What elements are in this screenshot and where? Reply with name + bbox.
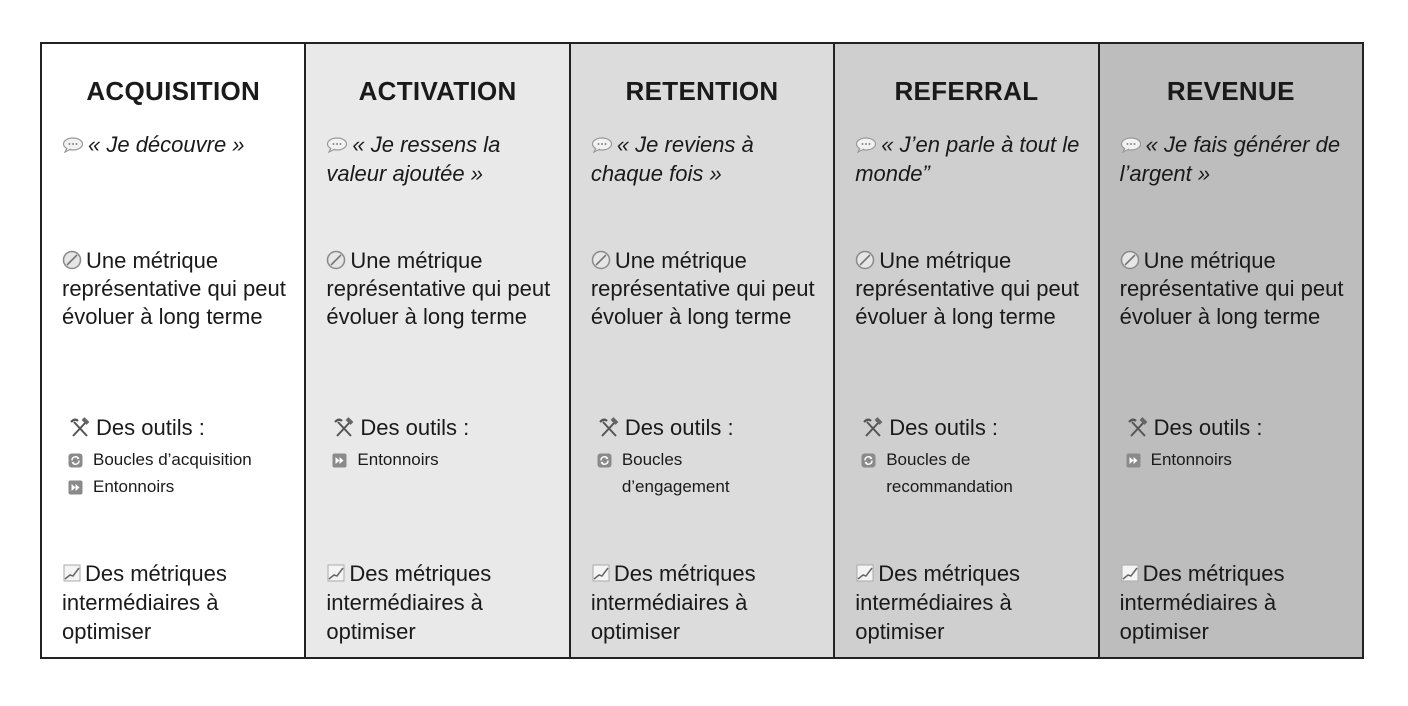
tools-label: Des outils : (1153, 415, 1263, 440)
stage-quote (591, 130, 821, 188)
stage-quote-text: « Je ressens la valeur ajoutée » (326, 132, 501, 186)
hammer-pick-icon (68, 416, 92, 440)
stage-metric (591, 247, 823, 331)
stage-intermediate-text: Des métriques intermédiaires à optimiser (326, 561, 492, 644)
fast-forward-icon (1126, 453, 1141, 468)
tool-item-label: Boucles d’acquisition (93, 450, 252, 469)
tool-list (597, 446, 823, 500)
chart-icon (591, 563, 611, 583)
stage-tools (68, 414, 294, 500)
tool-item (68, 473, 294, 500)
stage-metric (326, 247, 558, 331)
compass-icon (591, 250, 611, 270)
tool-item-label: Entonnoirs (93, 477, 175, 496)
stage-intermediate-text: Des métriques intermédiaires à optimiser (62, 561, 227, 644)
speech-bubble-icon (62, 137, 84, 153)
stage-intermediate-text: Des métriques intermédiaires à optimiser (1119, 561, 1285, 644)
chart-icon (855, 563, 875, 583)
stage-intermediate-text: Des métriques intermédiaires à optimiser (590, 561, 756, 644)
compass-icon (326, 250, 346, 270)
stage-column-referral (835, 44, 1099, 657)
stage-metric-text: Une métrique représentative qui peut évoluer à long terme (1119, 248, 1344, 329)
tool-item (332, 446, 558, 473)
tool-item (861, 446, 1087, 500)
stage-quote-text: « Je fais générer de l’argent » (1119, 132, 1341, 186)
tool-list (1126, 446, 1352, 473)
tool-item-label: Boucles de recommandation (886, 450, 1013, 496)
stage-tools (861, 414, 1087, 500)
stage-column-revenue (1100, 44, 1362, 657)
speech-bubble-icon (591, 137, 613, 153)
speech-bubble-icon (326, 137, 348, 153)
stage-intermediate-text: Des métriques intermédiaires à optimiser (855, 561, 1021, 644)
stage-intermediate (326, 559, 558, 646)
compass-icon (1120, 250, 1140, 270)
stage-metric-text: Une métrique représentative qui peut évoluer à long terme (62, 248, 286, 329)
compass-icon (855, 250, 875, 270)
tool-item (1126, 446, 1352, 473)
chart-icon (1120, 563, 1140, 583)
stage-intermediate (591, 559, 823, 646)
fast-forward-icon (68, 480, 83, 495)
speech-bubble-icon (1120, 137, 1142, 153)
stage-quote-text: « Je reviens à chaque fois » (590, 132, 754, 186)
stage-quote (326, 130, 556, 188)
stage-title: RETENTION (625, 76, 779, 106)
fast-forward-icon (332, 453, 347, 468)
stage-quote-text: « J’en parle à tout le monde” (855, 132, 1080, 186)
tools-label: Des outils : (624, 415, 734, 440)
stage-tools (1126, 414, 1352, 473)
tool-item (597, 446, 823, 500)
stage-metric-text: Une métrique représentative qui peut évoluer à long terme (590, 248, 815, 329)
tool-list (861, 446, 1087, 500)
funnel-board (40, 42, 1364, 659)
chart-icon (62, 563, 82, 583)
tools-label: Des outils : (360, 415, 470, 440)
stage-metric (62, 247, 294, 331)
stage-intermediate (855, 559, 1087, 646)
stage-intermediate (62, 559, 294, 646)
hammer-pick-icon (597, 416, 621, 440)
stage-column-activation (306, 44, 570, 657)
tools-label: Des outils : (889, 415, 999, 440)
stage-title: ACQUISITION (86, 76, 261, 106)
stage-metric-text: Une métrique représentative qui peut évoluer à long terme (326, 248, 551, 329)
stage-tools (332, 414, 558, 473)
stage-title: ACTIVATION (358, 76, 517, 106)
loop-icon (597, 453, 612, 468)
stage-metric (855, 247, 1087, 331)
stage-metric (1120, 247, 1352, 331)
stage-tools (597, 414, 823, 500)
tool-item-label: Boucles d’engagement (621, 450, 730, 496)
hammer-pick-icon (332, 416, 356, 440)
tool-item (68, 446, 294, 473)
stage-quote (1120, 130, 1350, 188)
stage-quote (855, 130, 1085, 188)
speech-bubble-icon (855, 137, 877, 153)
loop-icon (861, 453, 876, 468)
stage-column-acquisition (42, 44, 306, 657)
tool-list (68, 446, 294, 500)
stage-column-retention (571, 44, 835, 657)
tool-item-label: Entonnoirs (1150, 450, 1232, 469)
tool-list (332, 446, 558, 473)
hammer-pick-icon (1126, 416, 1150, 440)
stage-title: REVENUE (1166, 76, 1295, 106)
tool-item-label: Entonnoirs (357, 450, 439, 469)
tools-label: Des outils : (96, 415, 205, 440)
loop-icon (68, 453, 83, 468)
stage-title: REFERRAL (894, 76, 1039, 106)
chart-icon (326, 563, 346, 583)
stage-intermediate (1120, 559, 1352, 646)
stage-quote (62, 130, 292, 159)
compass-icon (62, 250, 82, 270)
stage-quote-text: « Je découvre » (88, 132, 245, 157)
stage-metric-text: Une métrique représentative qui peut évoluer à long terme (855, 248, 1080, 329)
hammer-pick-icon (861, 416, 885, 440)
